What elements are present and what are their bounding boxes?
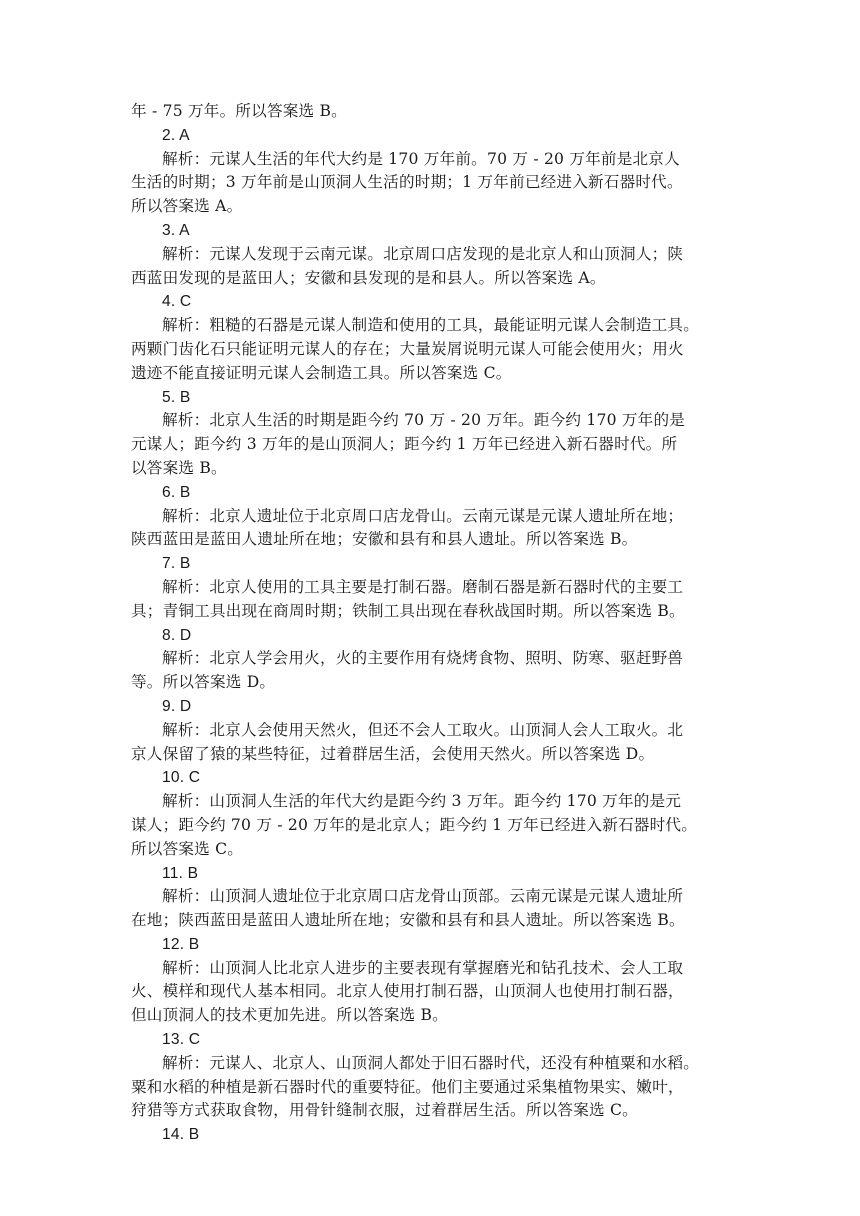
explanation-line: 解析：元谋人生活的年代大约是 170 万年前。70 万 - 20 万年前是北京人 [162, 149, 680, 168]
explanation-line: 等。所以答案选 D。 [131, 673, 276, 692]
question-answer-number: 7. B [162, 555, 191, 573]
question-answer-number: 14. B [162, 1126, 200, 1144]
explanation-line: 遗迹不能直接证明元谋人会制造工具。所以答案选 C。 [131, 363, 512, 382]
explanation-line: 解析：元谋人、北京人、山顶洞人都处于旧石器时代，还没有种植粟和水稻。 [162, 1053, 699, 1072]
explanation-line: 解析：北京人会使用天然火，但还不会人工取火。山顶洞人会人工取火。北 [162, 720, 684, 739]
question-answer-number: 10. C [162, 769, 201, 787]
explanation-line: 解析：山顶洞人生活的年代大约是距今约 3 万年。距今约 170 万年的是元 [162, 792, 682, 811]
explanation-line: 粟和水稻的种植是新石器时代的重要特征。他们主要通过采集植物果实、嫩叶， [131, 1077, 684, 1096]
explanation-line: 解析：元谋人发现于云南元谋。北京周口店发现的是北京人和山顶洞人；陕 [162, 244, 684, 263]
explanation-line: 所以答案选 A。 [131, 197, 243, 216]
explanation-line: 但山顶洞人的技术更加先进。所以答案选 B。 [131, 1006, 448, 1025]
explanation-line: 京人保留了猿的某些特征，过着群居生活，会使用天然火。所以答案选 D。 [131, 744, 655, 763]
explanation-line: 解析：北京人学会用火，火的主要作用有烧烤食物、照明、防寒、驱赶野兽 [162, 649, 684, 668]
question-answer-number: 3. A [162, 221, 190, 239]
explanation-line: 生活的时期；3 万年前是山顶洞人生活的时期；1 万年前已经进入新石器时代。 [131, 173, 683, 192]
question-answer-number: 4. C [162, 293, 192, 311]
explanation-line: 在地；陕西蓝田是蓝田人遗址所在地；安徽和县有和县人遗址。所以答案选 B。 [131, 911, 685, 930]
explanation-line: 两颗门齿化石只能证明元谋人的存在；大量炭屑说明元谋人可能会使用火；用火 [131, 339, 684, 358]
explanation-line: 火、模样和现代人基本相同。北京人使用打制石器，山顶洞人也使用打制石器， [131, 982, 684, 1001]
explanation-line: 解析：山顶洞人比北京人进步的主要表现有掌握磨光和钻孔技术、会人工取 [162, 958, 684, 977]
question-answer-number: 2. A [162, 126, 190, 144]
question-answer-number: 8. D [162, 626, 192, 644]
explanation-line: 解析：北京人生活的时期是距今约 70 万 - 20 万年。距今约 170 万年的是 [162, 411, 686, 430]
explanation-line: 西蓝田发现的是蓝田人；安徽和县发现的是和县人。所以答案选 A。 [131, 268, 606, 287]
explanation-line: 所以答案选 C。 [131, 839, 244, 858]
explanation-line: 解析：粗糙的石器是元谋人制造和使用的工具，最能证明元谋人会制造工具。 [162, 316, 699, 335]
explanation-line: 解析：北京人遗址位于北京周口店龙骨山。云南元谋是元谋人遗址所在地； [162, 506, 684, 525]
explanation-line: 年 - 75 万年。所以答案选 B。 [131, 102, 347, 120]
question-answer-number: 12. B [162, 935, 200, 953]
answer-explanations [131, 100, 731, 1147]
question-answer-number: 9. D [162, 697, 192, 715]
explanation-line: 以答案选 B。 [131, 458, 227, 477]
question-answer-number: 6. B [162, 483, 191, 501]
question-answer-number: 13. C [162, 1031, 201, 1049]
explanation-line: 元谋人；距今约 3 万年的是山顶洞人；距今约 1 万年已经进入新石器时代。所 [131, 435, 678, 454]
explanation-line: 具；青铜工具出现在商周时期；铁制工具出现在春秋战国时期。所以答案选 B。 [131, 601, 685, 620]
question-answer-number: 5. B [162, 388, 191, 406]
explanation-line: 陕西蓝田是蓝田人遗址所在地；安徽和县有和县人遗址。所以答案选 B。 [131, 530, 638, 549]
question-answer-number: 11. B [162, 864, 199, 882]
explanation-line: 谋人；距今约 70 万 - 20 万年的是北京人；距今约 1 万年已经进入新石器时代。 [131, 815, 697, 834]
explanation-line: 解析：山顶洞人遗址位于北京周口店龙骨山顶部。云南元谋是元谋人遗址所 [162, 887, 684, 906]
explanation-line: 狩猎等方式获取食物，用骨针缝制衣服，过着群居生活。所以答案选 C。 [131, 1101, 638, 1120]
explanation-line: 解析：北京人使用的工具主要是打制石器。磨制石器是新石器时代的主要工 [162, 577, 684, 596]
